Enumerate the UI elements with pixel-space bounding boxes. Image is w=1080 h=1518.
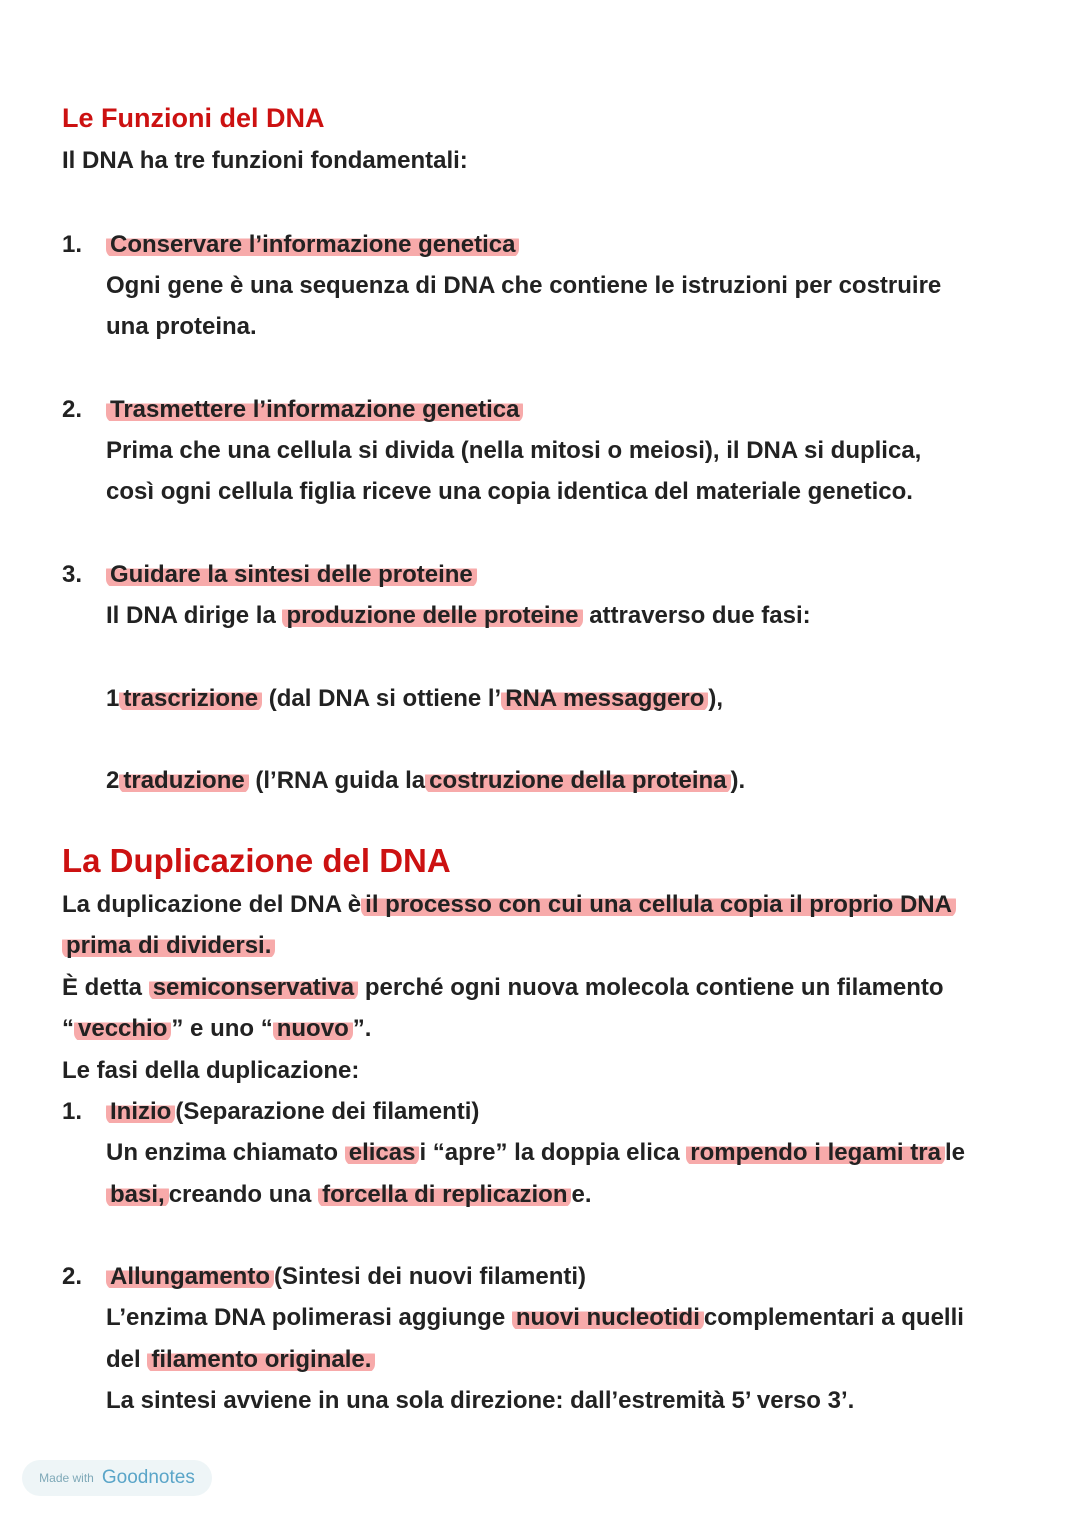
step-number: 2 [106, 767, 120, 794]
list-number: 2. [62, 396, 83, 423]
list-number: 2. [62, 1263, 83, 1290]
text: Il DNA dirige la [106, 602, 276, 629]
list-number: 1. [62, 231, 83, 258]
highlight: prima di dividersi. [62, 932, 275, 959]
text: complementari a quelli [703, 1304, 964, 1331]
text: È detta [62, 974, 143, 1001]
paragraph [62, 890, 956, 920]
item-title [106, 560, 477, 590]
item-text: così ogni cellula figlia riceve una copia identica del materiale genetico. [106, 478, 913, 505]
highlight: Guidare la sintesi delle proteine [106, 561, 477, 588]
item-title [106, 395, 523, 425]
goodnotes-badge [22, 1460, 212, 1496]
highlight: elicas [345, 1139, 420, 1166]
paragraph [62, 1014, 371, 1044]
paragraph [62, 931, 275, 961]
phases-label: Le fasi della duplicazione: [62, 1057, 360, 1084]
list-number: 1. [62, 1098, 83, 1125]
item-title [106, 230, 519, 260]
text: le [944, 1139, 965, 1166]
text: del [106, 1346, 141, 1373]
paragraph [62, 973, 944, 1003]
item-text [106, 601, 811, 631]
phase-text: La sintesi avviene in una sola direzione: dall’estremità 5’ verso 3’. [106, 1387, 855, 1414]
text: i “apre” la doppia elica [419, 1139, 680, 1166]
phase-title [106, 1262, 586, 1292]
list-number: 3. [62, 561, 83, 588]
step-number: 1 [106, 685, 120, 712]
text: “ [62, 1015, 74, 1042]
highlight: nuovo [273, 1015, 353, 1042]
text: creando una [168, 1181, 312, 1208]
text: La duplicazione del DNA è [62, 891, 362, 918]
highlight: Inizio [106, 1098, 175, 1125]
text: e. [571, 1181, 592, 1208]
step-translation [106, 766, 745, 796]
step-transcription [106, 684, 723, 714]
text: Un enzima chiamato [106, 1139, 339, 1166]
phase-text [106, 1303, 964, 1333]
made-with-label: Made with [39, 1471, 94, 1485]
highlight: traduzione [119, 767, 248, 794]
highlight: filamento originale. [147, 1346, 375, 1373]
text: (dal DNA si ottiene l’ [268, 685, 502, 712]
phase-text [106, 1138, 965, 1168]
goodnotes-logo: Goodnotes [101, 1467, 195, 1488]
highlight: RNA messaggero [501, 685, 708, 712]
item-text: Prima che una cellula si divida (nella mitosi o meiosi), il DNA si duplica, [106, 437, 922, 464]
text: ” e uno “ [171, 1015, 273, 1042]
text: (l’RNA guida la [255, 767, 426, 794]
highlight: nuovi nucleotidi [512, 1304, 704, 1331]
text: perché ogni nuova molecola contiene un filamento [364, 974, 944, 1001]
text: (Sintesi dei nuovi filamenti) [274, 1263, 587, 1290]
highlight: Trasmettere l’informazione genetica [106, 396, 523, 423]
highlight: il processo con cui una cellula copia il proprio DNA [361, 891, 956, 918]
section-title-functions: Le Funzioni del DNA [62, 103, 325, 133]
highlight: produzione delle proteine [282, 602, 582, 629]
phase-text [106, 1345, 375, 1375]
highlight: basi, [106, 1181, 169, 1208]
highlight: vecchio [74, 1015, 171, 1042]
phase-title [106, 1097, 479, 1127]
item-text: Ogni gene è una sequenza di DNA che contiene le istruzioni per costruire [106, 272, 942, 299]
text: ). [730, 767, 746, 794]
highlight: trascrizione [119, 685, 262, 712]
highlight: rompendo i legami tra [686, 1139, 945, 1166]
section-intro: Il DNA ha tre funzioni fondamentali: [62, 147, 468, 174]
text: ), [708, 685, 724, 712]
text: attraverso due fasi: [589, 602, 811, 629]
item-text: una proteina. [106, 313, 257, 340]
text: (Separazione dei filamenti) [175, 1098, 480, 1125]
highlight: Allungamento [106, 1263, 274, 1290]
highlight: costruzione della proteina [425, 767, 730, 794]
phase-text [106, 1180, 592, 1210]
text: L’enzima DNA polimerasi aggiunge [106, 1304, 506, 1331]
text: ”. [352, 1015, 372, 1042]
highlight: semiconservativa [149, 974, 358, 1001]
highlight: forcella di replicazion [318, 1181, 571, 1208]
highlight: Conservare l’informazione genetica [106, 231, 519, 258]
section-title-duplication: La Duplicazione del DNA [62, 842, 451, 879]
